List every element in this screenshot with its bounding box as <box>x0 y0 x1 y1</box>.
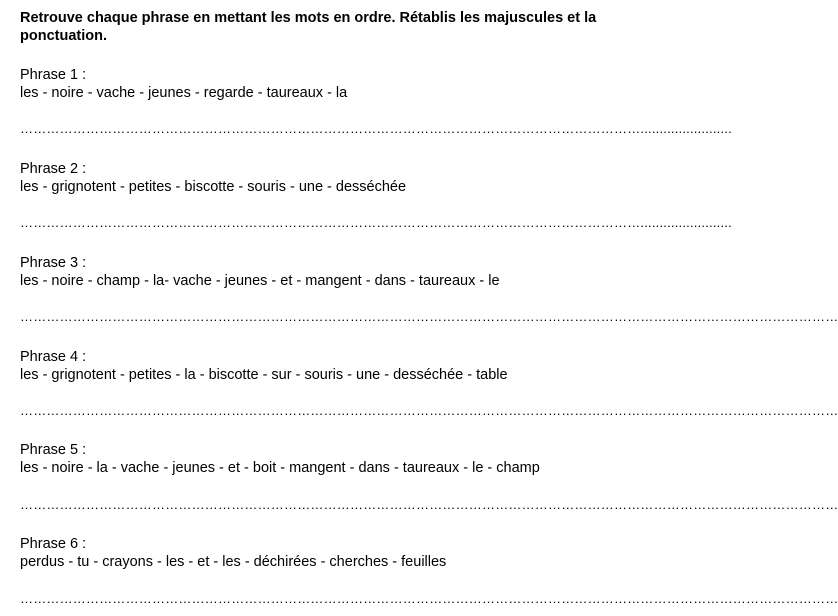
phrase-label: Phrase 1 : <box>20 67 87 83</box>
phrase-label: Phrase 5 : <box>20 442 87 458</box>
answer-line[interactable]: …………………………………………………………………………………………………………………………………………………………………… <box>20 497 838 512</box>
phrase-label: Phrase 4 : <box>20 349 87 365</box>
phrase-block-1 <box>20 66 732 136</box>
answer-line[interactable]: …………………………………………………………………………………………………………………………………………………………………… <box>20 309 838 324</box>
phrase-block-4 <box>20 348 838 418</box>
instruction-text: Retrouve chaque phrase en mettant les mots en ordre. Rétablis les majuscules et la ponctuation. <box>20 10 597 44</box>
phrase-label: Phrase 3 : <box>20 255 87 271</box>
phrase-words: les - noire - la - vache - jeunes - et - boit - mangent - dans - taureaux - le - champ <box>20 460 540 476</box>
answer-line[interactable]: ……………………………………………………………………………………………………………………………........................ <box>20 121 732 136</box>
phrase-words: perdus - tu - crayons - les - et - les - déchirées - cherches - feuilles <box>20 554 447 570</box>
phrase-block-3 <box>20 254 838 324</box>
answer-line[interactable]: …………………………………………………………………………………………………………………………………………………………………… <box>20 591 838 606</box>
worksheet <box>20 9 640 45</box>
phrase-words: les - noire - champ - la- vache - jeunes - et - mangent - dans - taureaux - le <box>20 273 500 289</box>
phrase-words: les - noire - vache - jeunes - regarde - taureaux - la <box>20 85 348 101</box>
answer-line[interactable]: …………………………………………………………………………………………………………………………………………………………………… <box>20 403 838 418</box>
phrase-words: les - grignotent - petites - biscotte - souris - une - desséchée <box>20 179 407 195</box>
phrase-block-6 <box>20 535 838 606</box>
phrase-label: Phrase 6 : <box>20 536 87 552</box>
phrase-block-2 <box>20 160 732 230</box>
answer-line[interactable]: ……………………………………………………………………………………………………………………………........................ <box>20 215 732 230</box>
phrase-label: Phrase 2 : <box>20 161 87 177</box>
phrase-block-5 <box>20 441 838 512</box>
phrase-words: les - grignotent - petites - la - biscotte - sur - souris - une - desséchée - table <box>20 367 508 383</box>
